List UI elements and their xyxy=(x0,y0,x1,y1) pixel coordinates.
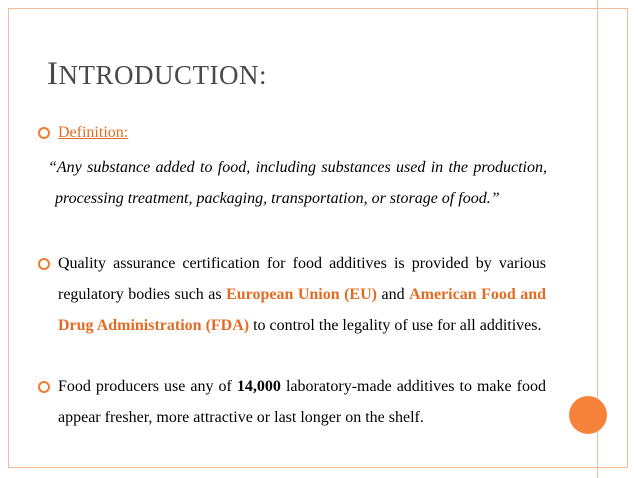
bullet-ring-icon xyxy=(38,381,50,393)
additives-count: 14,000 xyxy=(236,378,281,395)
slide-title xyxy=(47,58,267,91)
bullet2-text-c: to control the legality of use for all additives. xyxy=(249,317,542,334)
definition-quote: “Any substance added to food, including substances used in the production, processing treatment, packaging, transportation, or storage of food.” xyxy=(48,159,547,207)
bullet-ring-icon xyxy=(38,258,50,270)
bullet-certification xyxy=(58,248,546,341)
title-first-letter: I xyxy=(47,56,59,92)
bullet-ring-icon xyxy=(38,127,50,139)
bullet2-text-b: and xyxy=(377,286,410,303)
bullet-food-producers xyxy=(58,371,546,433)
bullet3-text-b: laboratory-made additives to make food appear fresher, more attractive or last longer on the shelf. xyxy=(58,378,546,426)
bullet3-text-a: Food producers use any of xyxy=(58,378,237,395)
fda-highlight: American Food and Drug Administration (FDA) xyxy=(58,286,547,334)
orange-circle-decoration xyxy=(569,396,607,434)
bullet2-text-a: Quality assurance certification for food additives is provided by various regulatory bodies such as xyxy=(58,255,546,303)
definition-label-line xyxy=(58,117,546,148)
title-rest: NTRODUCTION: xyxy=(58,60,267,90)
definition-label: Definition: xyxy=(58,124,129,141)
eu-highlight: European Union (EU) xyxy=(226,286,377,303)
